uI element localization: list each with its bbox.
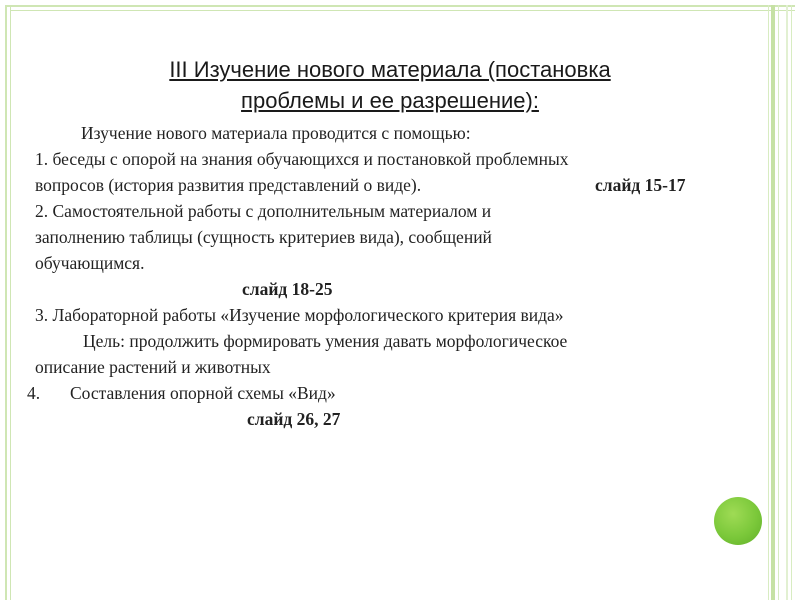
- slide-title-line-1: III Изучение нового материала (постановка: [169, 57, 611, 82]
- item-2-line-3: обучающимся.: [35, 253, 145, 273]
- slide-title: [60, 54, 720, 116]
- item-1-line-1: 1. беседы с опорой на знания обучающихся и постановкой проблемных: [35, 149, 569, 169]
- intro-line: Изучение нового материала проводится с помощью:: [81, 123, 471, 143]
- item-1-text: вопросов (история развития представлений о виде).: [35, 175, 422, 195]
- item-4-slide-ref: слайд 26, 27: [247, 409, 341, 429]
- item-1-line-2: [35, 172, 735, 198]
- frame-top-line: [5, 5, 795, 7]
- item-3-goal-line-2: описание растений и животных: [35, 357, 271, 377]
- frame-top-inner-line: [10, 10, 795, 11]
- item-2-line-1: 2. Самостоятельной работы с дополнительным материалом и: [35, 201, 492, 221]
- frame-right-stripe: [786, 5, 788, 600]
- frame-right-stripe: [768, 5, 769, 600]
- slide-body: [27, 120, 735, 432]
- item-3-line-1: 3. Лабораторной работы «Изучение морфологического критерия вида»: [35, 305, 564, 325]
- frame-left-inner-line: [10, 5, 11, 600]
- item-1-slide-ref: слайд 15-17: [595, 175, 686, 195]
- item-4-text: Составления опорной схемы «Вид»: [70, 383, 336, 403]
- frame-right-stripe: [771, 5, 775, 600]
- decorative-green-circle: [714, 497, 762, 545]
- item-2-line-2: заполнению таблицы (сущность критериев вида), сообщений: [35, 227, 492, 247]
- frame-right-stripe: [778, 5, 779, 600]
- item-3-goal: Цель: продолжить формировать умения давать морфологическое: [83, 331, 568, 351]
- slide-title-line-2: проблемы и ее разрешение):: [241, 88, 539, 113]
- item-4-line: [27, 380, 727, 406]
- item-2-slide-ref: слайд 18-25: [242, 279, 333, 299]
- frame-right-stripe: [791, 5, 792, 600]
- frame-left-line: [5, 5, 7, 600]
- item-4-number: 4.: [27, 383, 41, 403]
